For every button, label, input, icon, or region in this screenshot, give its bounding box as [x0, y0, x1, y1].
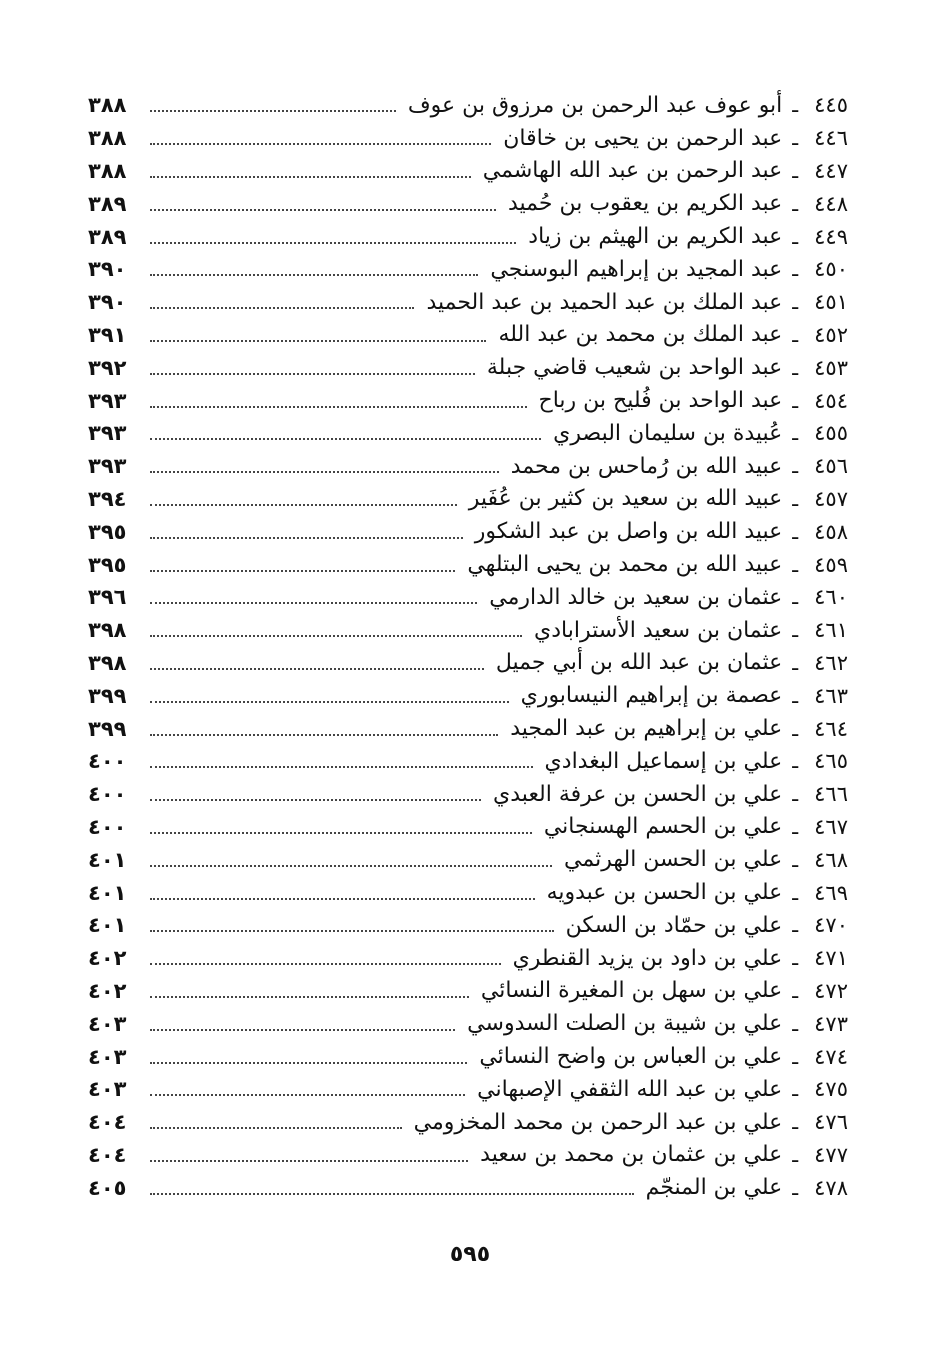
entry-page: ٤٠١	[88, 880, 127, 905]
dot-leader	[150, 996, 469, 998]
dot-leader	[150, 668, 484, 670]
entry-dash: ـ	[792, 978, 799, 1003]
dot-leader	[150, 1127, 402, 1129]
toc-entry	[88, 975, 848, 1008]
entry-dash: ـ	[792, 618, 799, 643]
dot-leader	[150, 865, 552, 867]
entry-title: عثمان بن سعيد الأسترابادي	[534, 617, 783, 643]
table-of-contents	[88, 89, 848, 1204]
toc-entry	[88, 1040, 848, 1073]
entry-dash: ـ	[792, 388, 799, 413]
toc-entry	[88, 187, 848, 220]
entry-title: علي بن عثمان بن محمد بن سعيد	[480, 1142, 783, 1168]
entry-page: ٣٨٨	[88, 158, 127, 183]
entry-number: ٤٥٢	[814, 322, 848, 347]
entry-title: عبيد الله بن رُماحس بن محمد	[510, 453, 783, 479]
dot-leader	[150, 701, 509, 703]
entry-title: عبد المجيد بن إبراهيم البوسنجي	[490, 256, 783, 282]
entry-title: عبد الكريم بن يعقوب بن حُميد	[507, 191, 783, 217]
entry-dash: ـ	[792, 749, 799, 774]
entry-number: ٤٧١	[814, 946, 848, 971]
entry-title: عبد الواحد بن شعيب قاضي جبلة	[486, 355, 783, 381]
entry-title: علي بن داود بن يزيد القنطري	[512, 945, 783, 971]
toc-entry	[88, 89, 848, 122]
entry-page: ٣٩٥	[88, 552, 127, 577]
entry-title: عبد الواحد بن فُليح بن رباح	[538, 388, 783, 414]
entry-page: ٤٠٠	[88, 749, 127, 774]
dot-leader	[150, 1193, 634, 1195]
entry-dash: ـ	[792, 683, 799, 708]
entry-number: ٤٧٥	[814, 1077, 848, 1102]
toc-entry	[88, 647, 848, 680]
entry-title: علي بن سهل بن المغيرة النسائي	[480, 978, 783, 1004]
entry-title: عبد الرحمن بن عبد الله الهاشمي	[482, 158, 783, 184]
entry-number: ٤٤٩	[814, 224, 848, 249]
entry-number: ٤٧٠	[814, 913, 848, 938]
entry-page: ٣٩٠	[88, 257, 127, 282]
entry-page: ٤٠٣	[88, 1044, 127, 1069]
entry-title: عبيد الله بن محمد بن يحيى البتلهي	[467, 552, 783, 578]
page-number: ٥٩٥	[449, 1242, 491, 1267]
entry-page: ٣٩٤	[88, 486, 127, 511]
entry-dash: ـ	[792, 782, 799, 807]
entry-number: ٤٧٦	[814, 1110, 848, 1135]
entry-number: ٤٥٣	[814, 355, 848, 380]
dot-leader	[150, 537, 463, 539]
dot-leader	[150, 209, 496, 211]
entry-page: ٣٩٨	[88, 650, 127, 675]
entry-number: ٤٦٥	[814, 749, 848, 774]
entry-title: علي بن عبد الرحمن بن محمد المخزومي	[413, 1109, 783, 1135]
dot-leader	[150, 734, 498, 736]
entry-number: ٤٥١	[814, 290, 848, 315]
toc-entry	[88, 155, 848, 188]
entry-number: ٤٧٨	[814, 1175, 848, 1200]
entry-page: ٣٩٣	[88, 421, 127, 446]
toc-entry	[88, 122, 848, 155]
entry-number: ٤٦٤	[814, 716, 848, 741]
entry-page: ٣٩٩	[88, 716, 127, 741]
entry-number: ٤٦١	[814, 618, 848, 643]
entry-number: ٤٧٣	[814, 1011, 848, 1036]
toc-entry	[88, 1106, 848, 1139]
dot-leader	[150, 963, 501, 965]
toc-entry	[88, 1171, 848, 1204]
entry-number: ٤٦٣	[814, 683, 848, 708]
toc-entry	[88, 679, 848, 712]
entry-page: ٤٠٠	[88, 814, 127, 839]
entry-dash: ـ	[792, 519, 799, 544]
entry-title: عبد الرحمن بن يحيى بن خاقان	[503, 125, 783, 151]
toc-entry	[88, 811, 848, 844]
entry-dash: ـ	[792, 158, 799, 183]
toc-entry	[88, 843, 848, 876]
entry-page: ٣٩٦	[88, 585, 127, 610]
entry-number: ٤٧٢	[814, 978, 848, 1003]
entry-number: ٤٦٩	[814, 880, 848, 905]
entry-page: ٣٩٨	[88, 618, 127, 643]
entry-title: علي بن العباس بن واضح النسائي	[479, 1044, 783, 1069]
entry-title: علي بن حمّاد بن السكن	[565, 912, 783, 938]
entry-title: عثمان بن عبد الله بن أبي جميل	[495, 650, 783, 676]
entry-title: أبو عوف عبد الرحمن بن مرزوق بن عوف	[407, 92, 783, 118]
entry-page: ٣٩٣	[88, 388, 127, 413]
entry-page: ٤٠٥	[88, 1175, 127, 1200]
entry-number: ٤٧٧	[814, 1142, 848, 1167]
dot-leader	[150, 307, 414, 309]
dot-leader	[150, 176, 471, 178]
entry-dash: ـ	[792, 126, 799, 151]
entry-dash: ـ	[792, 650, 799, 675]
entry-dash: ـ	[792, 257, 799, 282]
entry-number: ٤٥٧	[814, 486, 848, 511]
dot-leader	[150, 406, 527, 408]
dot-leader	[150, 1029, 455, 1031]
entry-dash: ـ	[792, 93, 799, 118]
entry-number: ٤٤٧	[814, 158, 848, 183]
entry-dash: ـ	[792, 847, 799, 872]
entry-page: ٤٠٣	[88, 1011, 127, 1036]
entry-dash: ـ	[792, 1077, 799, 1102]
entry-title: عبد الملك بن عبد الحميد بن عبد الحميد	[426, 289, 783, 315]
dot-leader	[150, 799, 481, 801]
entry-number: ٤٤٥	[814, 93, 848, 118]
entry-page: ٣٩٩	[88, 683, 127, 708]
entry-number: ٤٥٩	[814, 552, 848, 577]
toc-entry	[88, 253, 848, 286]
entry-page: ٤٠١	[88, 847, 127, 872]
entry-dash: ـ	[792, 1044, 799, 1069]
dot-leader	[150, 143, 491, 145]
entry-title: عصمة بن إبراهيم النيسابوري	[520, 683, 783, 709]
dot-leader	[150, 110, 396, 112]
toc-entry	[88, 548, 848, 581]
entry-page: ٣٩٢	[88, 355, 127, 380]
toc-entry	[88, 581, 848, 614]
dot-leader	[150, 438, 541, 440]
entry-dash: ـ	[792, 814, 799, 839]
toc-entry	[88, 450, 848, 483]
entry-number: ٤٥٥	[814, 421, 848, 446]
entry-page: ٤٠٣	[88, 1077, 127, 1102]
entry-dash: ـ	[792, 880, 799, 905]
dot-leader	[150, 242, 516, 244]
dot-leader	[150, 832, 532, 834]
entry-page: ٤٠٢	[88, 946, 127, 971]
entry-title: عبد الملك بن محمد بن عبد الله	[498, 322, 783, 348]
entry-dash: ـ	[792, 1175, 799, 1200]
dot-leader	[150, 1062, 467, 1064]
entry-title: علي بن إسماعيل البغدادي	[544, 748, 783, 774]
entry-dash: ـ	[792, 552, 799, 577]
entry-title: علي بن الحسن الهرثمي	[564, 847, 783, 873]
dot-leader	[150, 504, 457, 506]
entry-dash: ـ	[792, 1110, 799, 1135]
entry-page: ٣٩٣	[88, 454, 127, 479]
toc-entry	[88, 942, 848, 975]
toc-entry	[88, 286, 848, 319]
dot-leader	[150, 898, 535, 900]
entry-page: ٣٨٩	[88, 224, 127, 249]
entry-number: ٤٥٨	[814, 519, 848, 544]
dot-leader	[150, 602, 477, 604]
dot-leader	[150, 635, 522, 637]
entry-page: ٣٩٥	[88, 519, 127, 544]
toc-entry	[88, 319, 848, 352]
entry-number: ٤٤٦	[814, 126, 848, 151]
entry-number: ٤٥٠	[814, 257, 848, 282]
dot-leader	[150, 471, 499, 473]
entry-number: ٤٦٠	[814, 585, 848, 610]
entry-page: ٣٩١	[88, 322, 127, 347]
entry-dash: ـ	[792, 486, 799, 511]
entry-page: ٣٨٨	[88, 126, 127, 151]
entry-dash: ـ	[792, 1142, 799, 1167]
dot-leader	[150, 1094, 465, 1096]
dot-leader	[150, 340, 486, 342]
entry-number: ٤٦٧	[814, 814, 848, 839]
toc-entry	[88, 351, 848, 384]
entry-title: عبيد الله بن سعيد بن كثير بن عُفَير	[468, 486, 783, 512]
dot-leader	[150, 373, 475, 375]
entry-page: ٤٠١	[88, 913, 127, 938]
entry-title: عبد الكريم بن الهيثم بن زياد	[528, 224, 783, 250]
toc-entry	[88, 515, 848, 548]
entry-dash: ـ	[792, 224, 799, 249]
entry-dash: ـ	[792, 946, 799, 971]
toc-entry	[88, 384, 848, 417]
entry-title: عُبيدة بن سليمان البصري	[553, 420, 783, 446]
entry-dash: ـ	[792, 913, 799, 938]
toc-entry	[88, 909, 848, 942]
entry-dash: ـ	[792, 290, 799, 315]
toc-entry	[88, 614, 848, 647]
entry-number: ٤٦٨	[814, 847, 848, 872]
entry-number: ٤٥٤	[814, 388, 848, 413]
entry-page: ٣٨٨	[88, 93, 127, 118]
toc-entry	[88, 483, 848, 516]
dot-leader	[150, 766, 533, 768]
entry-title: علي بن الحسن بن عرفة العبدي	[493, 781, 783, 807]
entry-title: علي بن عبد الله الثقفي الإصبهاني	[477, 1076, 783, 1102]
entry-title: علي بن الحسن بن عبدويه	[546, 880, 783, 906]
toc-entry	[88, 778, 848, 811]
entry-title: علي بن الحسم الهسنجاني	[543, 814, 783, 840]
entry-page: ٣٨٩	[88, 191, 127, 216]
entry-page: ٤٠٢	[88, 978, 127, 1003]
toc-entry	[88, 712, 848, 745]
dot-leader	[150, 930, 554, 932]
entry-title: علي بن إبراهيم بن عبد المجيد	[510, 716, 783, 742]
entry-number: ٤٦٦	[814, 782, 848, 807]
entry-title: عثمان بن سعيد بن خالد الدارمي	[489, 584, 783, 610]
dot-leader	[150, 1160, 468, 1162]
toc-entry	[88, 1139, 848, 1172]
dot-leader	[150, 274, 478, 276]
entry-title: علي بن المنجّم	[645, 1175, 783, 1201]
entry-dash: ـ	[792, 355, 799, 380]
toc-entry	[88, 1007, 848, 1040]
toc-entry	[88, 220, 848, 253]
toc-entry	[88, 417, 848, 450]
entry-title: عبيد الله بن واصل بن عبد الشكور	[474, 519, 783, 545]
entry-dash: ـ	[792, 585, 799, 610]
entry-dash: ـ	[792, 716, 799, 741]
toc-entry	[88, 745, 848, 778]
entry-number: ٤٦٢	[814, 650, 848, 675]
entry-dash: ـ	[792, 421, 799, 446]
toc-entry	[88, 876, 848, 909]
toc-entry	[88, 1073, 848, 1106]
entry-title: علي بن شيبة بن الصلت السدوسي	[467, 1011, 783, 1037]
entry-dash: ـ	[792, 454, 799, 479]
entry-page: ٤٠٠	[88, 782, 127, 807]
entry-page: ٤٠٤	[88, 1110, 127, 1135]
entry-dash: ـ	[792, 1011, 799, 1036]
entry-page: ٣٩٠	[88, 290, 127, 315]
entry-number: ٤٧٤	[814, 1044, 848, 1069]
entry-page: ٤٠٤	[88, 1142, 127, 1167]
entry-dash: ـ	[792, 322, 799, 347]
entry-dash: ـ	[792, 191, 799, 216]
entry-number: ٤٥٦	[814, 454, 848, 479]
dot-leader	[150, 570, 455, 572]
entry-number: ٤٤٨	[814, 191, 848, 216]
